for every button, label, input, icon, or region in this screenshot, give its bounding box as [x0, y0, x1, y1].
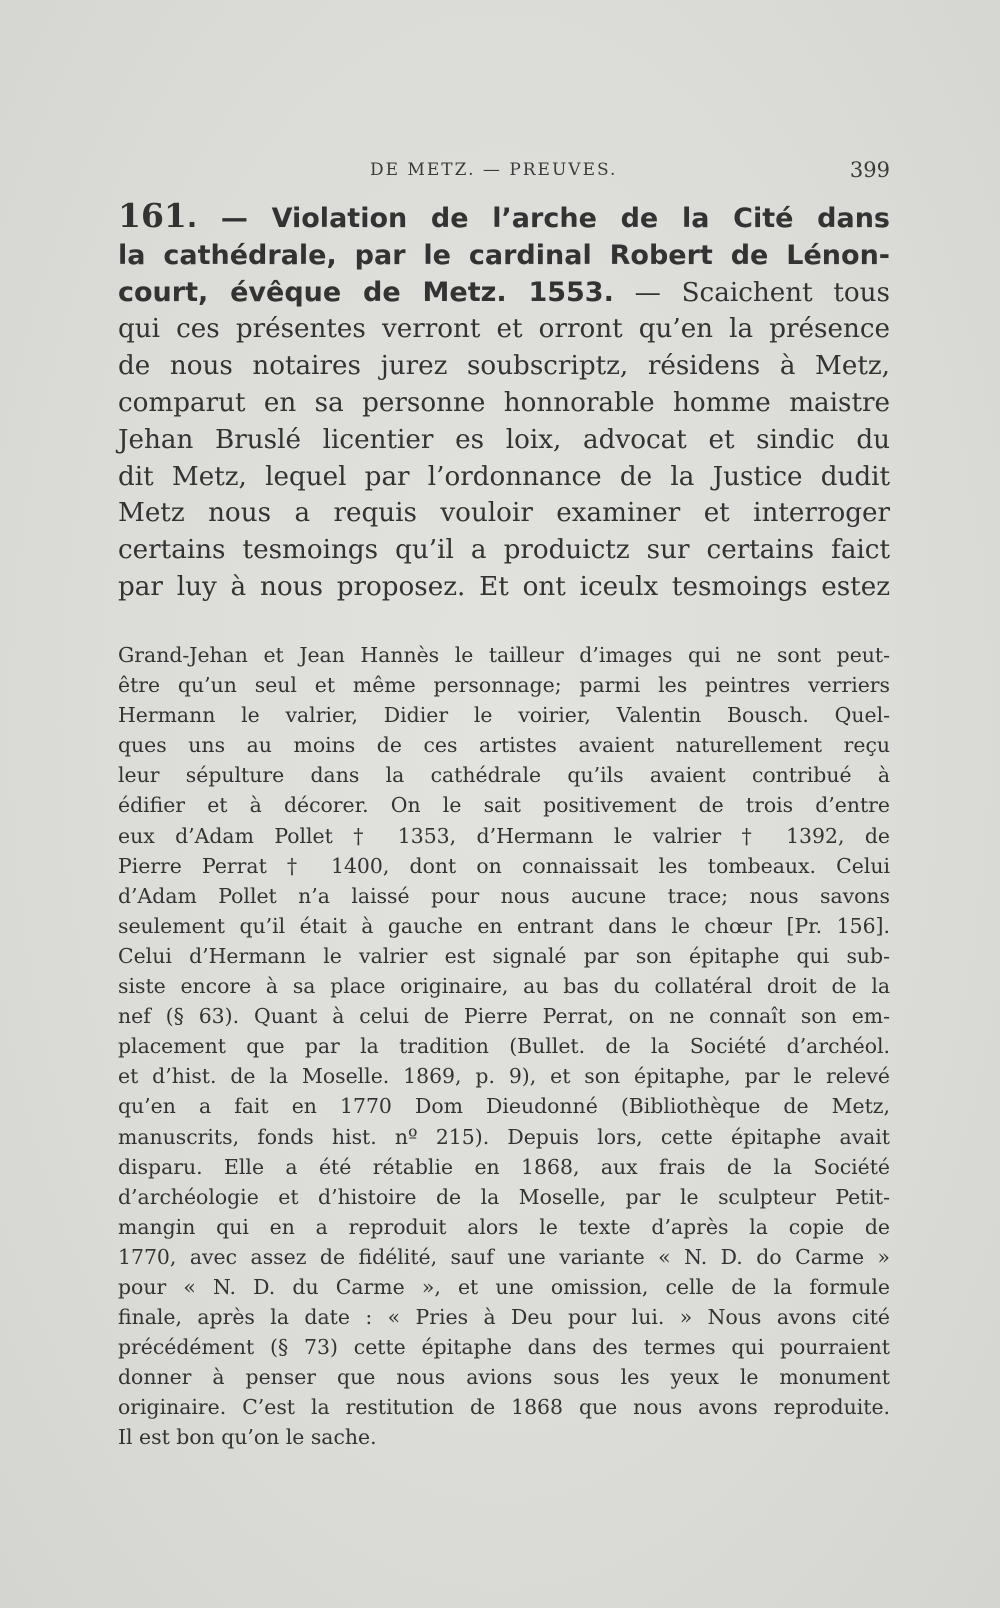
entry-heading-line: court, évêque de Metz. 1553. — Scaichent tous	[118, 276, 890, 308]
footnote-line: d’archéologie et d’histoire de la Moselle, par le sculpteur Petit-	[118, 1184, 890, 1209]
footnote-line: 1770, avec assez de fidélité, sauf une variante « N. D. do Carme »	[118, 1244, 890, 1269]
footnote-line: manuscrits, fonds hist. nº 215). Depuis lors, cette épitaphe avait	[118, 1124, 890, 1149]
footnote-line: donner à penser que nous avions sous les yeux le monument	[118, 1365, 890, 1390]
entry-body-line: certains tesmoings qu’il a produictz sur certains faict	[118, 535, 890, 566]
footnote-line: d’Adam Pollet n’a laissé pour nous aucune trace; nous savons	[118, 883, 890, 908]
running-head: DE METZ. — PREUVES.	[370, 160, 618, 180]
footnote-line: édifier et à décorer. On le sait positivement de trois d’entre	[118, 793, 890, 818]
footnote-line: Pierre Perrat † 1400, dont on connaissait les tombeaux. Celui	[118, 853, 890, 878]
entry-body-line: qui ces présentes verront et orront qu’en la présence	[118, 314, 890, 345]
entry-body-line: comparut en sa personne honnorable homme maistre	[118, 387, 890, 418]
footnote-line: Celui d’Hermann le valrier est signalé par son épitaphe qui sub-	[118, 943, 890, 968]
footnote-line: ques uns au moins de ces artistes avaient naturellement reçu	[118, 733, 890, 758]
page-number: 399	[849, 158, 890, 182]
footnote-line: mangin qui en a reproduit alors le texte d’après la copie de	[118, 1214, 890, 1239]
footnote-line: eux d’Adam Pollet † 1353, d’Hermann le valrier † 1392, de	[118, 823, 890, 848]
entry-body-line: de nous notaires jurez soubscriptz, résidens à Metz,	[118, 351, 890, 382]
footnote-line: finale, après la date : « Pries à Deu pour lui. » Nous avons cité	[118, 1305, 890, 1330]
entry-body-line: par luy à nous proposez. Et ont iceulx tesmoings estez	[118, 571, 890, 602]
footnote-line: placement que par la tradition (Bullet. de la Société d’archéol.	[118, 1034, 890, 1059]
footnote-line: seulement qu’il était à gauche en entrant dans le chœur [Pr. 156].	[118, 913, 890, 938]
footnote-line: originaire. C’est la restitution de 1868 que nous avons reproduite.	[118, 1395, 890, 1420]
footnote-line: être qu’un seul et même personnage; parmi les peintres verriers	[118, 673, 890, 698]
entry-heading-line: 161. — Violation de l’arche de la Cité dans	[118, 196, 890, 235]
entry-heading-line: la cathédrale, par le cardinal Robert de Lénon-	[118, 239, 890, 271]
entry-body-line: dit Metz, lequel par l’ordonnance de la Justice dudit	[118, 461, 890, 492]
footnote-line: et d’hist. de la Moselle. 1869, p. 9), et son épitaphe, par le relevé	[118, 1064, 890, 1089]
footnote-line: nef (§ 63). Quant à celui de Pierre Perrat, on ne connaît son em-	[118, 1004, 890, 1029]
page-header	[118, 150, 890, 190]
footnote-line: siste encore à sa place originaire, au bas du collatéral droit de la	[118, 974, 890, 999]
footnote	[118, 640, 890, 1453]
footnote-line: pour « N. D. du Carme », et une omission, celle de la formule	[118, 1274, 890, 1299]
entry-161	[118, 198, 890, 606]
entry-body-line: Metz nous a requis vouloir examiner et interroger	[118, 498, 890, 529]
footnote-line: précédément (§ 73) cette épitaphe dans des termes qui pourraient	[118, 1335, 890, 1360]
entry-body-start: — Scaichent tous	[613, 277, 890, 308]
entry-body-line: Jehan Bruslé licentier es loix, advocat et sindic du	[118, 424, 890, 455]
footnote-line: leur sépulture dans la cathédrale qu’ils avaient contribué à	[118, 763, 890, 788]
footnote-line: Grand-Jehan et Jean Hannès le tailleur d’images qui ne sont peut-	[118, 643, 890, 667]
footnote-line: disparu. Elle a été rétablie en 1868, aux frais de la Société	[118, 1154, 890, 1179]
footnote-line: Il est bon qu’on le sache.	[118, 1425, 377, 1450]
entry-number: 161	[118, 196, 187, 235]
footnote-line: qu’en a fait en 1770 Dom Dieudonné (Bibliothèque de Metz,	[118, 1094, 890, 1119]
footnote-line: Hermann le valrier, Didier le voirier, Valentin Bousch. Quel-	[118, 703, 890, 728]
